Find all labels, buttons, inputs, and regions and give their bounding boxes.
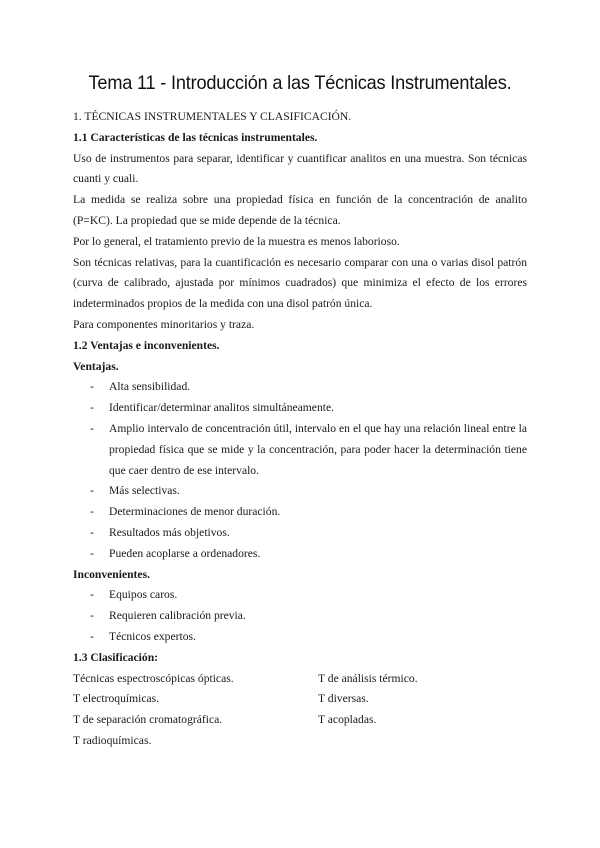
- list-item: [73, 398, 527, 419]
- subsection-heading-advantages: 1.2 Ventajas e inconvenientes.: [73, 338, 220, 352]
- subsection-heading-classification: 1.3 Clasificación:: [73, 650, 159, 664]
- list-item-text: Determinaciones de menor duración.: [109, 505, 281, 519]
- classification-item: T de separación cromatográfica.: [73, 713, 223, 727]
- list-item: [73, 502, 527, 523]
- classification-item: T radioquímicas.: [73, 733, 152, 747]
- list-item-text: Requieren calibración previa.: [109, 609, 246, 623]
- list-item-text: Equipos caros.: [109, 588, 178, 602]
- list-item: [73, 419, 527, 481]
- disadvantages-heading: Inconvenientes.: [73, 567, 150, 581]
- list-item: [73, 627, 527, 648]
- classification-item: T diversas.: [318, 692, 369, 706]
- bullet-dash: -: [90, 401, 94, 415]
- paragraph: Para componentes minoritarios y traza.: [73, 317, 255, 331]
- classification-item: Técnicas espectroscópicas ópticas.: [73, 671, 234, 685]
- paragraph: Uso de instrumentos para separar, identificar y cuantificar analitos en una muestra. Son técnicas cuanti y cuali.: [73, 151, 527, 186]
- bullet-dash: -: [90, 588, 94, 602]
- list-item-text: Identificar/determinar analitos simultáneamente.: [109, 401, 335, 415]
- bullet-dash: -: [90, 546, 94, 560]
- subsection-heading-characteristics: 1.1 Características de las técnicas instrumentales.: [73, 130, 318, 144]
- list-item-text: Resultados más objetivos.: [109, 525, 230, 539]
- list-item: [73, 377, 527, 398]
- paragraph: La medida se realiza sobre una propiedad física en función de la concentración de analito (P=KC). La propiedad que se mide depende de la técnica.: [73, 193, 527, 227]
- list-item-text: Pueden acoplarse a ordenadores.: [109, 546, 261, 560]
- bullet-dash: -: [90, 505, 94, 519]
- page-title: Tema 11 - Introducción a las Técnicas Instrumentales.: [88, 72, 512, 94]
- classification-item: T acopladas.: [318, 713, 377, 727]
- list-item-text: Amplio intervalo de concentración útil, intervalo en el que hay una relación lineal entre la propiedad física que se mide y la concentración, para poder hacer la determinación tiene que caer dentro de ese intervalo.: [109, 421, 527, 477]
- document-body: [73, 107, 527, 752]
- bullet-dash: -: [90, 525, 94, 539]
- list-item-text: Técnicos expertos.: [109, 629, 196, 643]
- list-item: [73, 481, 527, 502]
- bullet-dash: -: [90, 421, 94, 435]
- classification-row: [73, 710, 527, 731]
- advantages-heading: Ventajas.: [73, 359, 119, 373]
- paragraph: Por lo general, el tratamiento previo de la muestra es menos laborioso.: [73, 234, 400, 248]
- list-item: [73, 544, 527, 565]
- classification-row: [73, 689, 527, 710]
- bullet-dash: -: [90, 380, 94, 394]
- classification-item: T electroquímicas.: [73, 692, 160, 706]
- paragraph: Son técnicas relativas, para la cuantificación es necesario comparar con una o varias disol patrón (curva de calibrado, ajustada por mínimos cuadrados) que minimiza el efecto de los errores indeterminados propios de la medida con una disol patrón única.: [73, 255, 527, 311]
- list-item-text: Más selectivas.: [109, 484, 180, 498]
- bullet-dash: -: [90, 629, 94, 643]
- classification-row: [73, 669, 527, 690]
- list-item: [73, 585, 527, 606]
- list-item: [73, 523, 527, 544]
- classification-item: T de análisis térmico.: [318, 671, 418, 685]
- list-item: [73, 606, 527, 627]
- classification-row: [73, 731, 527, 752]
- classification-columns: [73, 669, 527, 752]
- bullet-dash: -: [90, 609, 94, 623]
- list-item-text: Alta sensibilidad.: [109, 380, 191, 394]
- section-heading: 1. TÉCNICAS INSTRUMENTALES Y CLASIFICACIÓN.: [73, 110, 352, 123]
- bullet-dash: -: [90, 484, 94, 498]
